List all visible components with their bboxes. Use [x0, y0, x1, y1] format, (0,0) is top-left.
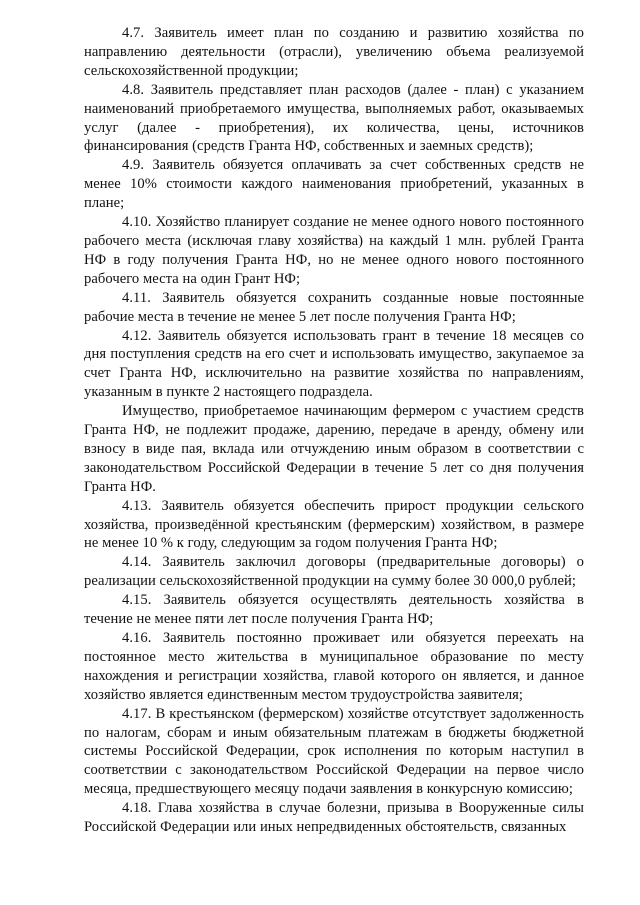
- paragraph-4-10: 4.10. Хозяйство планирует создание не менее одного нового постоянного рабочего места (исключая главу хозяйства) на каждый 1 млн. рублей Гранта НФ в году получения Гранта НФ, но не менее одного нового постоянного рабочего места на один Грант НФ;: [84, 214, 584, 287]
- paragraph-4-16: 4.16. Заявитель постоянно проживает или обязуется переехать на постоянное место жительства в муниципальное образование по месту нахождения и регистрации хозяйства, главой которого он является, и данное хозяйство является единственным местом трудоустройства заявителя;: [84, 630, 584, 703]
- paragraph-4-7: 4.7. Заявитель имеет план по созданию и развитию хозяйства по направлению деятельности (отрасли), увеличению объема реализуемой сельскохозяйственной продукции;: [84, 25, 584, 79]
- paragraph-4-14: 4.14. Заявитель заключил договоры (предварительные договоры) о реализации сельскохозяйственной продукции на сумму более 30 000,0 рублей;: [84, 554, 584, 590]
- paragraph-4-13: 4.13. Заявитель обязуется обеспечить прирост продукции сельского хозяйства, произведённой крестьянским (фермерским) хозяйством, в размере не менее 10 % к году, следующим за годом получения Гранта НФ;: [84, 497, 584, 552]
- paragraph-4-8: 4.8. Заявитель представляет план расходов (далее - план) с указанием наименований приобретаемого имущества, выполняемых работ, оказываемых услуг (далее - приобретения), их количества, цены, источников финансирования (средств Гранта НФ, собственных и заемных средств);: [84, 81, 584, 155]
- paragraph-4-12: 4.12. Заявитель обязуется использовать грант в течение 18 месяцев со дня поступления средств на его счет и использовать имущество, закупаемое за счет Гранта НФ, исключительно на развитие хозяйства по направлениям, указанным в пункте 2 настоящего подраздела.: [84, 327, 584, 401]
- paragraph-4-18: 4.18. Глава хозяйства в случае болезни, призыва в Вооруженные силы Российской Федерации или иных непредвиденных обстоятельств, связанных: [84, 800, 584, 836]
- paragraph-4-17: 4.17. В крестьянском (фермерском) хозяйстве отсутствует задолженность по налогам, сборам и иным обязательным платежам в бюджеты бюджетной системы Российской Федерации, срок исполнения по которым наступил в соответствии с законодательством Российской Федерации на первое число месяца, предшествующего месяцу подачи заявления в конкурсную комиссию;: [84, 705, 584, 798]
- paragraph-property-restriction: Имущество, приобретаемое начинающим фермером с участием средств Гранта НФ, не подлежит продаже, дарению, передаче в аренду, обмену или взносу в виде пая, вклада или отчуждению иным образом в соответствии с законодательством Российской Федерации в течение 5 лет со дня получения Гранта НФ.: [84, 403, 584, 495]
- paragraph-4-11: 4.11. Заявитель обязуется сохранить созданные новые постоянные рабочие места в течение не менее 5 лет после получения Гранта НФ;: [84, 289, 584, 325]
- paragraph-4-9: 4.9. Заявитель обязуется оплачивать за счет собственных средств не менее 10% стоимости каждого наименования приобретений, указанных в плане;: [84, 157, 584, 212]
- paragraph-4-15: 4.15. Заявитель обязуется осуществлять деятельность хозяйства в течение не менее пяти лет после получения Гранта НФ;: [84, 592, 584, 628]
